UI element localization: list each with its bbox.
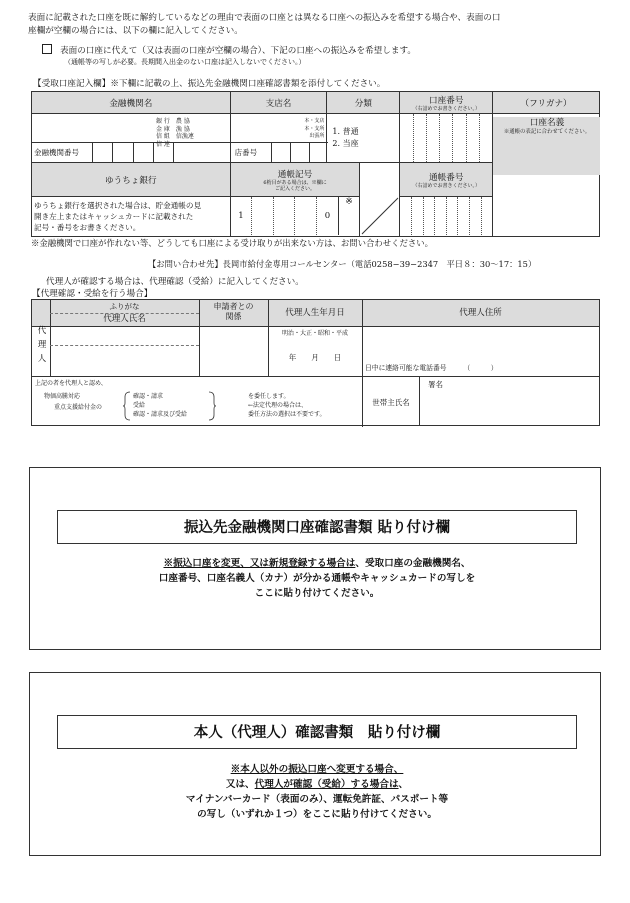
account-number-boxes[interactable]	[400, 114, 493, 163]
bank-types-3: 信 組 信漁連	[156, 133, 194, 140]
contact-info: 【お問い合わせ先】長岡市給付金専用コールセンター（電話0258−39−2347 平日８：30〜17：15）	[148, 259, 537, 269]
bank-account-table	[31, 91, 600, 237]
delegate-options[interactable]	[133, 392, 187, 419]
agent-intro: 代理人が確認する場合は、代理確認（受給）に記入してください。	[46, 277, 304, 287]
account-type-select[interactable]	[327, 114, 400, 163]
account-number-note: （右詰めでお書きください。）	[412, 105, 480, 112]
agent-table	[31, 299, 600, 426]
passbook-symbol-boxes[interactable]	[230, 197, 360, 237]
branch-types-2: 本・支所	[304, 125, 325, 132]
householder-label: 世帯主氏名	[372, 398, 410, 407]
attach2-line-1	[57, 762, 577, 777]
attach1-line-1	[57, 556, 577, 571]
attach-id-doc-title: 本人（代理人）確認書類 貼り付け欄	[57, 715, 577, 749]
delegate-left-2: 重点支援給付金の	[54, 404, 103, 411]
checkbox-label: 表面の口座に代えて（又は表面の口座が空欄の場合）、下記の口座への振込みを希望します。	[60, 46, 416, 56]
attach2-line-4: の写し（いずれか１つ）をここに貼り付けてください。	[197, 809, 437, 820]
blank-cell	[360, 163, 400, 197]
yucho-label: ゆうちょ銀行	[32, 163, 231, 197]
attach2-line2-underlined: 代理人が確認（受給）する場合は	[254, 779, 399, 790]
attach1-line1-underlined: ※振込口座を変更、又は新規登録する場合は	[163, 558, 356, 569]
attach2-line-3: マイナンバーカード（表面のみ）、運転免許証、パスポート等	[185, 794, 449, 805]
account-holder-label	[494, 117, 600, 135]
passbook-number-title: 通帳番号	[429, 172, 464, 183]
intro-line-2: 座欄が空欄の場合には、以下の欄に記入してください。	[28, 26, 243, 36]
branch-type-list	[304, 118, 324, 141]
attach1-line1-rest: 、受取口座の金融機関名、	[355, 558, 471, 569]
symbol-digit-0: 0	[316, 197, 338, 235]
relation-label-2: 関係	[225, 312, 242, 321]
attach-bank-doc-note	[57, 556, 577, 601]
checkbox-note: （通帳等の写しが必要。長期間入出金のない口座は記入しないでください。）	[64, 58, 306, 66]
bank-types-2: 金 庫 漁 協	[156, 125, 190, 133]
birth-label: 代理人生年月日	[285, 308, 345, 318]
birth-date-input[interactable]: 年 月 日	[288, 353, 342, 362]
agent-name-input[interactable]	[51, 327, 198, 375]
header-furigana: （フリガナ）	[493, 92, 600, 114]
account-type-current[interactable]: 2. 当座	[332, 139, 359, 148]
slash-cell	[360, 197, 400, 237]
passbook-symbol-note1: 6桁目がある場合は、※欄に	[263, 179, 327, 186]
bank-code-row	[32, 142, 231, 163]
passbook-number-header	[400, 163, 493, 197]
agent-heading: 【代理確認・受給を行う場合】	[32, 289, 153, 299]
branch-name-input[interactable]	[230, 114, 327, 163]
intro-line-1: 表面に記載された口座を既に解約しているなどの理由で表面の口座とは異なる口座への振込みを希望する場合や、表面の口	[28, 13, 501, 23]
agent-side-label: 代理人	[37, 326, 47, 364]
delegate-intro: 上記の者を代理人と認め、	[35, 380, 107, 387]
bank-section-heading: 【受取口座記入欄】※下欄に記載の上、振込先金融機関口座確認書類を添付してください。	[33, 79, 386, 89]
signature-label: 署名	[428, 380, 443, 389]
phone-input[interactable]: 日中に連絡可能な電話番号 （ ）	[365, 364, 498, 372]
attach-id-doc-note	[57, 762, 577, 822]
delegate-after-text: を委任します。	[248, 393, 290, 400]
era-options[interactable]: 明治・大正・昭和・平成	[281, 330, 348, 337]
passbook-number-boxes[interactable]	[400, 197, 493, 237]
delegate-left-1: 物価高騰対応	[44, 393, 81, 400]
branch-types-3: 出張所	[309, 133, 325, 139]
branch-code-boxes[interactable]	[271, 143, 329, 163]
yucho-instr-3: 記号・番号をお書きください。	[34, 223, 141, 232]
passbook-symbol-note2: ご記入ください。	[274, 185, 315, 192]
delegate-note-1: ←法定代理の場合は、	[248, 402, 308, 409]
bank-types-4: 信 連	[156, 140, 170, 148]
bank-name-input[interactable]	[32, 114, 231, 163]
branch-types-1: 本・支店	[304, 118, 325, 124]
bank-types-1: 銀 行 農 協	[156, 118, 190, 125]
attach2-line2-post: 、	[398, 779, 409, 790]
header-account-type: 分類	[327, 92, 400, 114]
symbol-digit-1: 1	[238, 211, 244, 221]
attach2-line2-pre: 又は、	[225, 779, 255, 790]
householder-signature-input[interactable]	[420, 377, 598, 425]
yucho-instructions	[32, 197, 231, 237]
header-account-number	[400, 92, 493, 114]
attach2-line1-underlined: ※本人以外の振込口座へ変更する場合、	[230, 764, 404, 775]
delegate-after	[248, 392, 326, 419]
attach1-line-3: ここに貼り付けてください。	[254, 588, 380, 599]
passbook-symbol-header	[230, 163, 360, 197]
header-branch-name: 支店名	[230, 92, 327, 114]
slash-mark	[360, 197, 400, 235]
attach-bank-doc-title: 振込先金融機関口座確認書類 貼り付け欄	[57, 510, 577, 544]
delegate-opt-2[interactable]: 受給	[133, 402, 146, 409]
header-bank-name: 金融機関名	[32, 92, 231, 114]
relation-label	[199, 302, 268, 322]
passbook-symbol-title: 通帳記号	[277, 169, 313, 180]
yucho-instr-2: 開き左上またはキャッシュカードに記載された	[34, 212, 194, 221]
bank-code-boxes[interactable]	[92, 143, 174, 163]
holder-label: 口座名義	[529, 118, 565, 128]
left-brace-icon	[123, 391, 131, 421]
account-number-title: 口座番号	[429, 95, 464, 106]
agent-furigana-label: ふりがな	[109, 302, 140, 311]
account-type-ordinary[interactable]: 1. 普通	[332, 127, 359, 136]
delegate-note-2: 委任方法の選択は不要です。	[248, 411, 326, 418]
right-brace-icon	[208, 391, 216, 421]
checkbox-icon[interactable]	[42, 44, 52, 54]
delegate-opt-3[interactable]: 確認・請求及び受給	[133, 411, 188, 418]
address-label: 代理人住所	[459, 308, 502, 318]
relation-label-1: 申請者との	[213, 302, 254, 311]
bank-code-label: 金融機関番号	[34, 148, 79, 157]
attach1-line-2: 口座番号、口座名義人（カナ）が分かる通帳やキャッシュカードの写しを	[158, 573, 476, 584]
branch-code-row	[231, 142, 328, 163]
passbook-number-note: （右詰めでお書きください。）	[412, 182, 480, 189]
attach2-line-2	[57, 777, 577, 792]
relation-input[interactable]	[200, 327, 267, 375]
change-account-checkbox[interactable]	[42, 44, 416, 57]
delegate-opt-1[interactable]: 確認・請求	[133, 393, 164, 400]
holder-note: ※通帳の表記に合わせてください。	[503, 129, 591, 135]
bank-footnote: ※金融機関で口座が作れない等、どうしても口座による受け取りが出来ない方は、お問い合わせください。	[31, 238, 433, 248]
symbol-extra-digit[interactable]: ※	[338, 197, 360, 235]
yucho-instr-1: ゆうちょ銀行を選択された場合は、貯金通帳の見	[34, 201, 202, 210]
agent-name-label: 代理人氏名	[103, 314, 146, 324]
branch-code-label: 店番号	[234, 148, 258, 157]
